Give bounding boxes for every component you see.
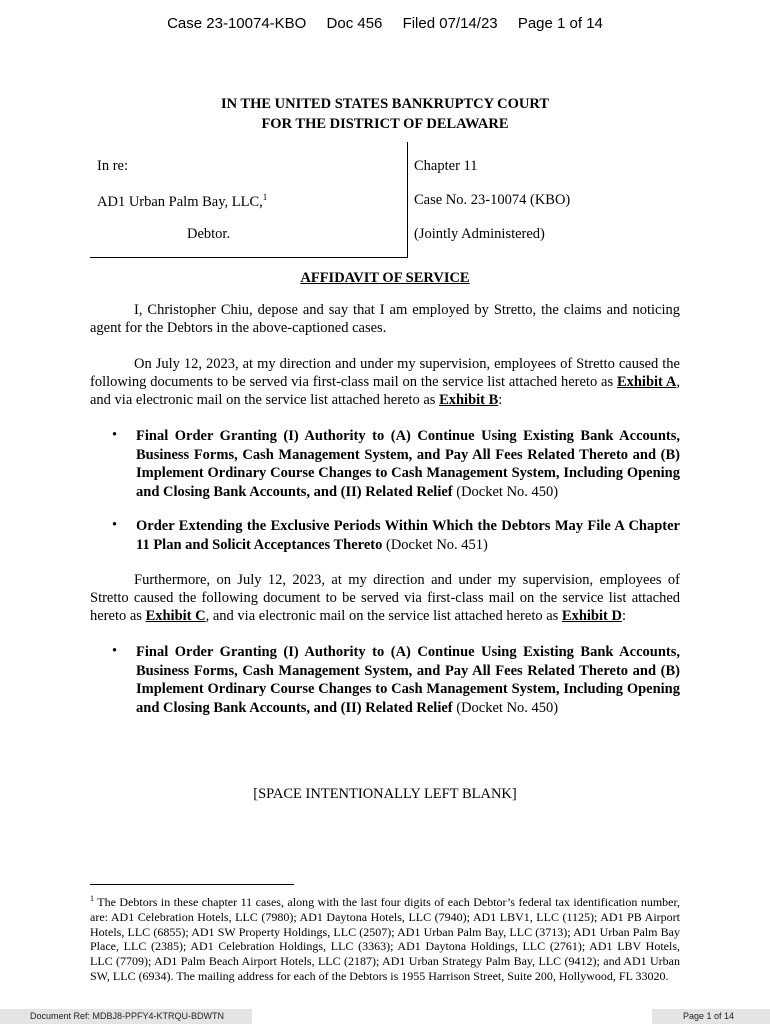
court-line-2: FOR THE DISTRICT OF DELAWARE xyxy=(261,116,509,132)
exhibit-a-ref: Exhibit A xyxy=(616,374,677,390)
debtor-name-text: AD1 Urban Palm Bay, LLC, xyxy=(97,193,263,210)
paragraph-service-1-text-2: , and via electronic mail on the service list attached hereto as xyxy=(90,374,680,408)
bullet-item-1-docket: (Docket No. 450) xyxy=(452,483,559,500)
blank-space-notice: [SPACE INTENTIONALLY LEFT BLANK] xyxy=(253,786,517,802)
bullet-item-1-title: Final Order Granting (I) Authority to (A) Continue Using Existing Bank Accounts, Business Forms, Cash Management System, and Pay All Fees Related Thereto and (B) Implement Ordinary Course Changes to Cash Management System, Including Opening and Closing Bank Accounts, and (II) Related Relief xyxy=(136,428,680,500)
bullet-marker-1: • xyxy=(112,427,118,443)
footnote xyxy=(90,892,680,984)
bullet-item-3-title: Final Order Granting (I) Authority to (A) Continue Using Existing Bank Accounts, Business Forms, Cash Management System, and Pay All Fees Related Thereto and (B) Implement Ordinary Course Changes to Cash Management System, Including Opening and Closing Bank Accounts, and (II) Related Relief xyxy=(136,644,680,716)
caption-debtor-name xyxy=(97,192,267,211)
bullet-item-3 xyxy=(136,643,680,717)
bullet-item-1 xyxy=(136,427,680,501)
paragraph-declarant xyxy=(90,301,680,337)
exhibit-b-ref: Exhibit B xyxy=(439,392,499,408)
exhibit-c-ref: Exhibit C xyxy=(145,608,206,624)
filed-date: Filed 07/14/23 xyxy=(402,15,498,32)
exhibit-d-ref: Exhibit D xyxy=(561,608,622,624)
bullet-item-2-docket: (Docket No. 451) xyxy=(382,536,488,553)
document-title: AFFIDAVIT OF SERVICE xyxy=(300,270,470,286)
caption-divider-horizontal xyxy=(90,257,408,258)
bullet-marker-3: • xyxy=(112,643,118,659)
paragraph-declarant-text: I, Christopher Chiu, depose and say that I am employed by Stretto, the claims and noticing agent for the Debtors in the above-captioned cases. xyxy=(90,302,680,336)
paragraph-service-1-text: On July 12, 2023, at my direction and under my supervision, employees of Stretto caused the following documents to be served via first-class mail on the service list attached hereto as xyxy=(90,356,680,390)
bullet-item-2-title: Order Extending the Exclusive Periods Within Which the Debtors May File A Chapter 11 Plan and Solicit Acceptances Thereto xyxy=(136,518,680,553)
paragraph-service-2-colon: : xyxy=(621,608,626,624)
bullet-marker-2: • xyxy=(112,517,118,533)
footnote-separator xyxy=(90,884,294,885)
footnote-text: The Debtors in these chapter 11 cases, along with the last four digits of each Debtor’s federal tax identification number, are: AD1 Celebration Hotels, LLC (7980); AD1 Daytona Hotels, LLC (7940); AD1 LBV1, LLC (1125); AD1 PB Airport Hotels, LLC (6855); AD1 SW Property Holdings, LLC (2507); AD1 Urban Palm Bay, LLC (3713); AD1 Urban Palm Bay Place, LLC (2385); AD1 Celebration Holdings, LLC (3363); AD1 Daytona Holdings, LLC (2761); AD1 LBV Hotels, LLC (7709); AD1 Palm Beach Airport Hotels, LLC (2187); AD1 Urban Strategy Palm Bay, LLC (9412); and AD1 Urban SW, LLC (6934). The mailing address for each of the Debtors is 1955 Harrison Street, Suite 200, Hollywood, FL 33020. xyxy=(90,895,680,983)
bullet-item-3-docket: (Docket No. 450) xyxy=(452,699,559,716)
court-heading xyxy=(0,94,770,134)
footnote-mark: 1 xyxy=(90,894,94,903)
caption-debtor-label: Debtor. xyxy=(187,226,231,242)
document-reference: Document Ref: MDBJ8-PPFY4-KTRQU-BDWTN xyxy=(0,1009,252,1024)
footnote-reference: 1 xyxy=(262,192,268,202)
paragraph-service-2 xyxy=(90,571,680,625)
doc-number: Doc 456 xyxy=(326,15,383,32)
caption-joint-administration: (Jointly Administered) xyxy=(414,226,545,242)
paragraph-service-2-text-2: , and via electronic mail on the service list attached hereto as xyxy=(205,608,562,624)
caption-divider-vertical xyxy=(407,142,408,258)
paragraph-service-1 xyxy=(90,355,680,409)
paragraph-service-2-text: Furthermore, on July 12, 2023, at my direction and under my supervision, employees of Stretto caused the following document to be served via first-class mail on the service list attached hereto as xyxy=(90,572,680,624)
case-header xyxy=(0,15,770,32)
bullet-item-2 xyxy=(136,517,680,554)
caption-chapter: Chapter 11 xyxy=(414,158,478,174)
paragraph-service-1-colon: : xyxy=(498,392,503,408)
page-indicator: Page 1 of 14 xyxy=(517,15,603,32)
footer-page-indicator: Page 1 of 14 xyxy=(652,1009,770,1024)
caption-in-re: In re: xyxy=(97,158,128,174)
caption-case-number: Case No. 23-10074 (KBO) xyxy=(414,192,571,208)
case-number: Case 23-10074-KBO xyxy=(167,15,307,32)
court-line-1: IN THE UNITED STATES BANKRUPTCY COURT xyxy=(220,96,550,112)
